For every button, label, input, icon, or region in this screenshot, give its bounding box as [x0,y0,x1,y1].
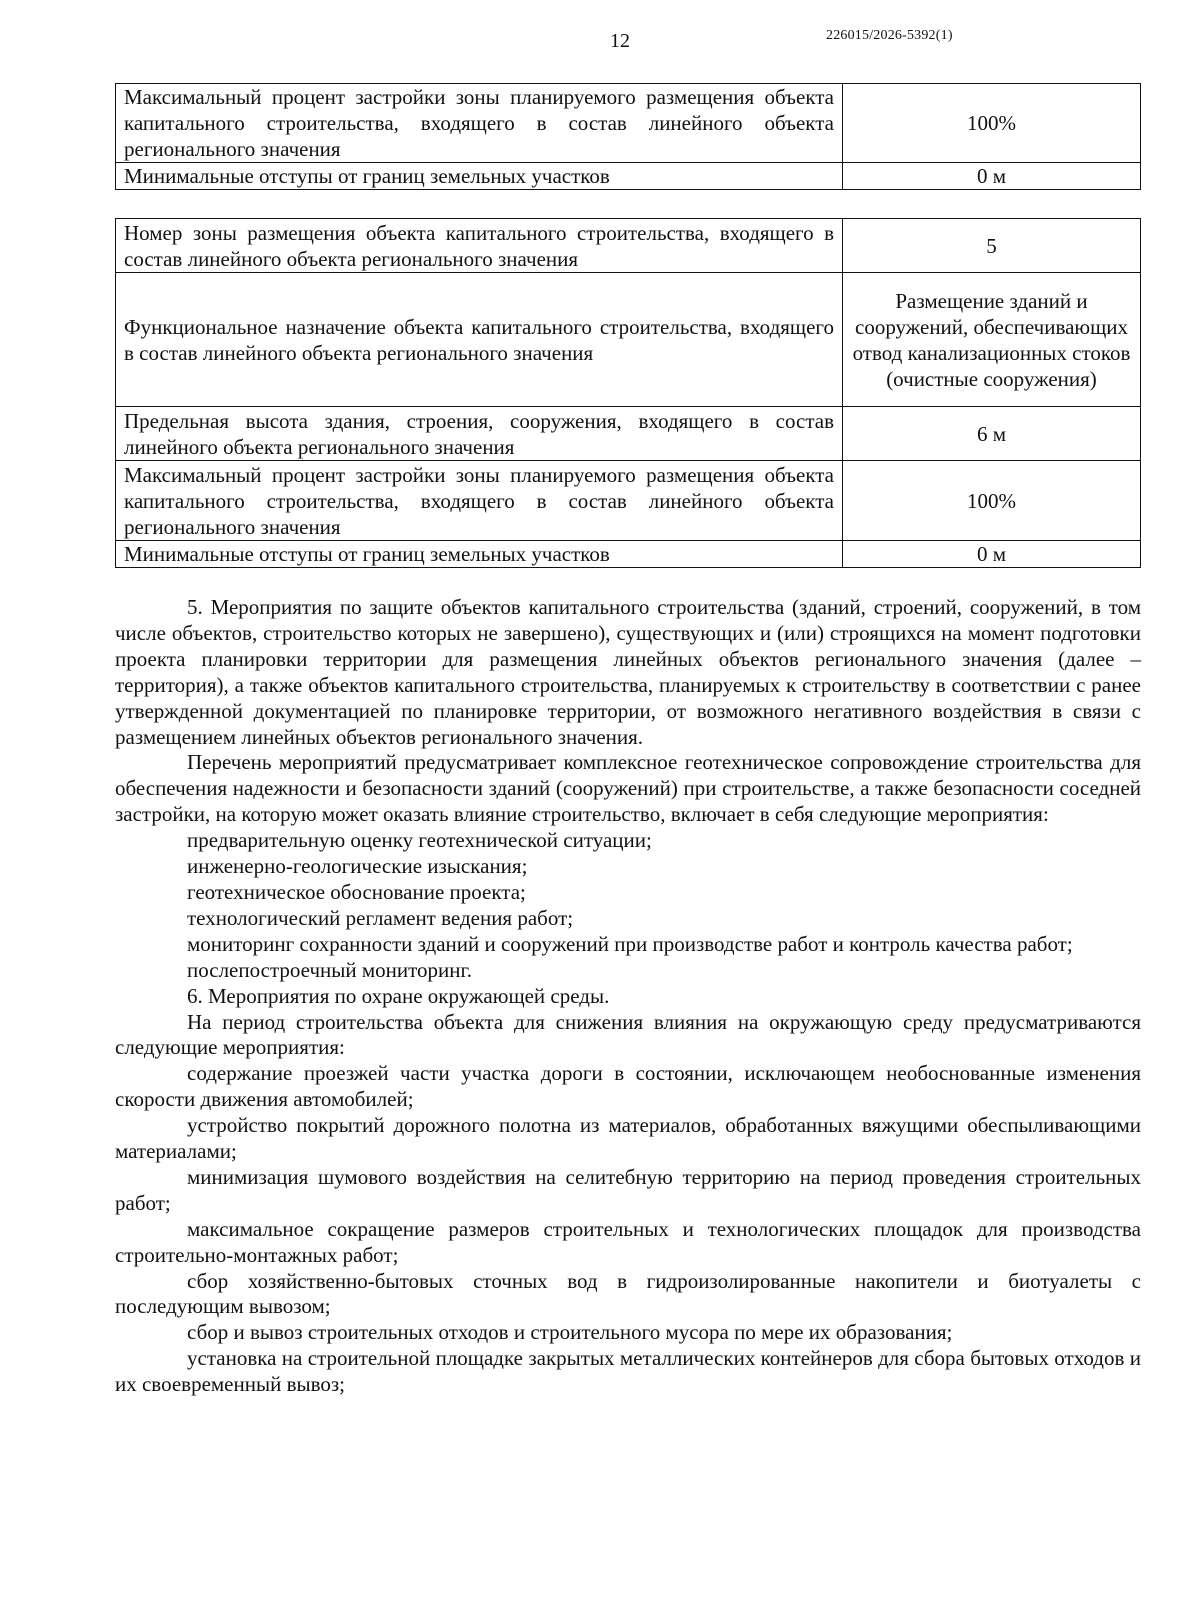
list-item: сбор хозяйственно-бытовых сточных вод в гидроизолированные накопители и биотуалеты с последующим вывозом; [115,1268,1141,1319]
table-row [116,84,1141,163]
table-cell-label: Функциональное назначение объекта капитального строительства, входящего в состав линейного объекта регионального значения [116,273,843,407]
list-item: геотехническое обоснование проекта; [187,879,526,904]
paragraph: На период строительства объекта для снижения влияния на окружающую среду предусматриваются следующие мероприятия: [115,1009,1141,1060]
list-item: сбор и вывоз строительных отходов и строительного мусора по мере их образования; [187,1320,953,1345]
table-row [116,541,1141,568]
table-row [116,273,1141,407]
list-item: минимизация шумового воздействия на селитебную территорию на период проведения строительных работ; [115,1164,1141,1215]
body-text [115,595,1141,1398]
table-cell-label: Максимальный процент застройки зоны планируемого размещения объекта капитального строительства, входящего в состав линейного объекта регионального значения [116,84,843,163]
paragraph: 6. Мероприятия по охране окружающей среды. [187,983,610,1008]
table-cell-value: 6 м [843,407,1141,461]
table-cell-label: Максимальный процент застройки зоны планируемого размещения объекта капитального строительства, входящего в состав линейного объекта регионального значения [116,461,843,541]
table-cell-label: Минимальные отступы от границ земельных участков [116,541,843,568]
page-number: 12 [610,30,630,52]
list-item: предварительную оценку геотехнической ситуации; [187,828,652,853]
list-item: установка на строительной площадке закрытых металлических контейнеров для сбора бытовых отходов и их своевременный вывоз; [115,1346,1141,1397]
list-item: инженерно-геологические изыскания; [187,854,528,879]
table-cell-label: Предельная высота здания, строения, сооружения, входящего в состав линейного объекта регионального значения [116,407,843,461]
parameters-table-1 [115,83,1141,190]
list-item: технологический регламент ведения работ; [187,905,574,930]
table-cell-label: Минимальные отступы от границ земельных участков [116,163,843,190]
table-row [116,461,1141,541]
list-item: содержание проезжей части участка дороги в состоянии, исключающем необоснованные изменения скорости движения автомобилей; [115,1061,1141,1112]
document-number: 226015/2026-5392(1) [826,28,953,43]
paragraph: Перечень мероприятий предусматривает комплексное геотехническое сопровождение строительства для обеспечения надежности и безопасности зданий (сооружений) при строительстве, а также безопасности соседней застройки, на которую может оказать влияние строительство, включает в себя следующие мероприятия: [115,750,1141,827]
table-cell-label: Номер зоны размещения объекта капитального строительства, входящего в состав линейного объекта регионального значения [116,219,843,273]
table-cell-value: Размещение зданий и сооружений, обеспечивающих отвод канализационных стоков (очистные сооружения) [843,273,1141,407]
list-item: послепостроечный мониторинг. [187,957,472,982]
table-row [116,163,1141,190]
list-item: устройство покрытий дорожного полотна из материалов, обработанных вяжущими обеспыливающими материалами; [115,1113,1141,1164]
table-cell-value: 0 м [843,163,1141,190]
table-cell-value: 0 м [843,541,1141,568]
parameters-table-2 [115,218,1141,568]
list-item: максимальное сокращение размеров строительных и технологических площадок для производства строительно-монтажных работ; [115,1216,1141,1267]
table-row [116,219,1141,273]
table-cell-value: 100% [843,461,1141,541]
paragraph: 5. Мероприятия по защите объектов капитального строительства (зданий, строений, сооружений, в том числе объектов, строительство которых не завершено), существующих и (или) строящихся на момент подготовки проекта планировки территории для размещения линейных объектов регионального значения (далее – территория), а также объектов капитального строительства, планируемых к строительству в соответствии с ранее утвержденной документацией по планировке территории, от возможного негативного воздействия в связи с размещением линейных объектов регионального значения. [115,595,1141,749]
table-cell-value: 100% [843,84,1141,163]
table-cell-value: 5 [843,219,1141,273]
table-row [116,407,1141,461]
list-item: мониторинг сохранности зданий и сооружений при производстве работ и контроль качества работ; [187,931,1073,956]
